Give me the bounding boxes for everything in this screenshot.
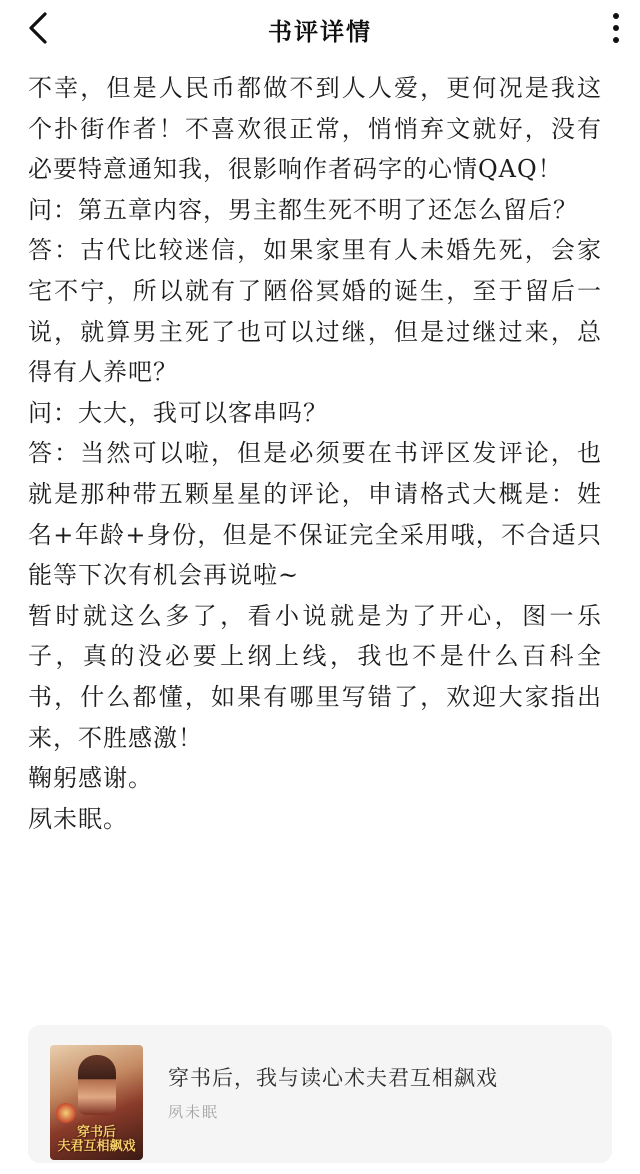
review-paragraph: 答：当然可以啦，但是必须要在书评区发评论，也就是那种带五颗星星的评论，申请格式大概是：姓名+年龄+身份，但是不保证完全采用哦，不合适只能等下次有机会再说啦~ [28,439,602,590]
review-paragraph: 答：古代比较迷信，如果家里有人未婚先死，会家宅不宁，所以就有了陋俗冥婚的诞生，至于留后一说，就算男主死了也可以过继，但是过继过来，总得有人养吧？ [28,236,602,387]
review-paragraph: 问：大大，我可以客串吗？ [28,398,328,427]
book-title: 穿书后，我与读心术夫君互相飙戏 [168,1066,498,1090]
book-card[interactable] [28,1025,612,1163]
review-paragraph: 不幸，但是人民币都做不到人人爱，更何况是我这个扑街作者！不喜欢很正常，悄悄弃文就好，没有必要特意通知我，很影响作者码字的心情QAQ！ [28,74,602,184]
cover-title-art: 穿书后 夫君互相飙戏 [57,1125,136,1154]
review-paragraph: 暂时就这么多了，看小说就是为了开心，图一乐子，真的没必要上纲上线，我也不是什么百科全书，什么都懂，如果有哪里写错了，欢迎大家指出来，不胜感激！ [28,601,602,752]
more-vertical-icon[interactable] [606,8,626,48]
book-author: 夙未眠 [168,1103,220,1121]
book-cover [50,1045,143,1160]
review-content [28,68,602,839]
review-paragraph: 夙未眠。 [28,804,128,833]
review-paragraph: 问：第五章内容，男主都生死不明了还怎么留后？ [28,195,578,224]
header-bar [0,0,640,56]
review-paragraph: 鞠躬感谢。 [28,764,153,793]
page-title: 书评详情 [268,18,372,46]
